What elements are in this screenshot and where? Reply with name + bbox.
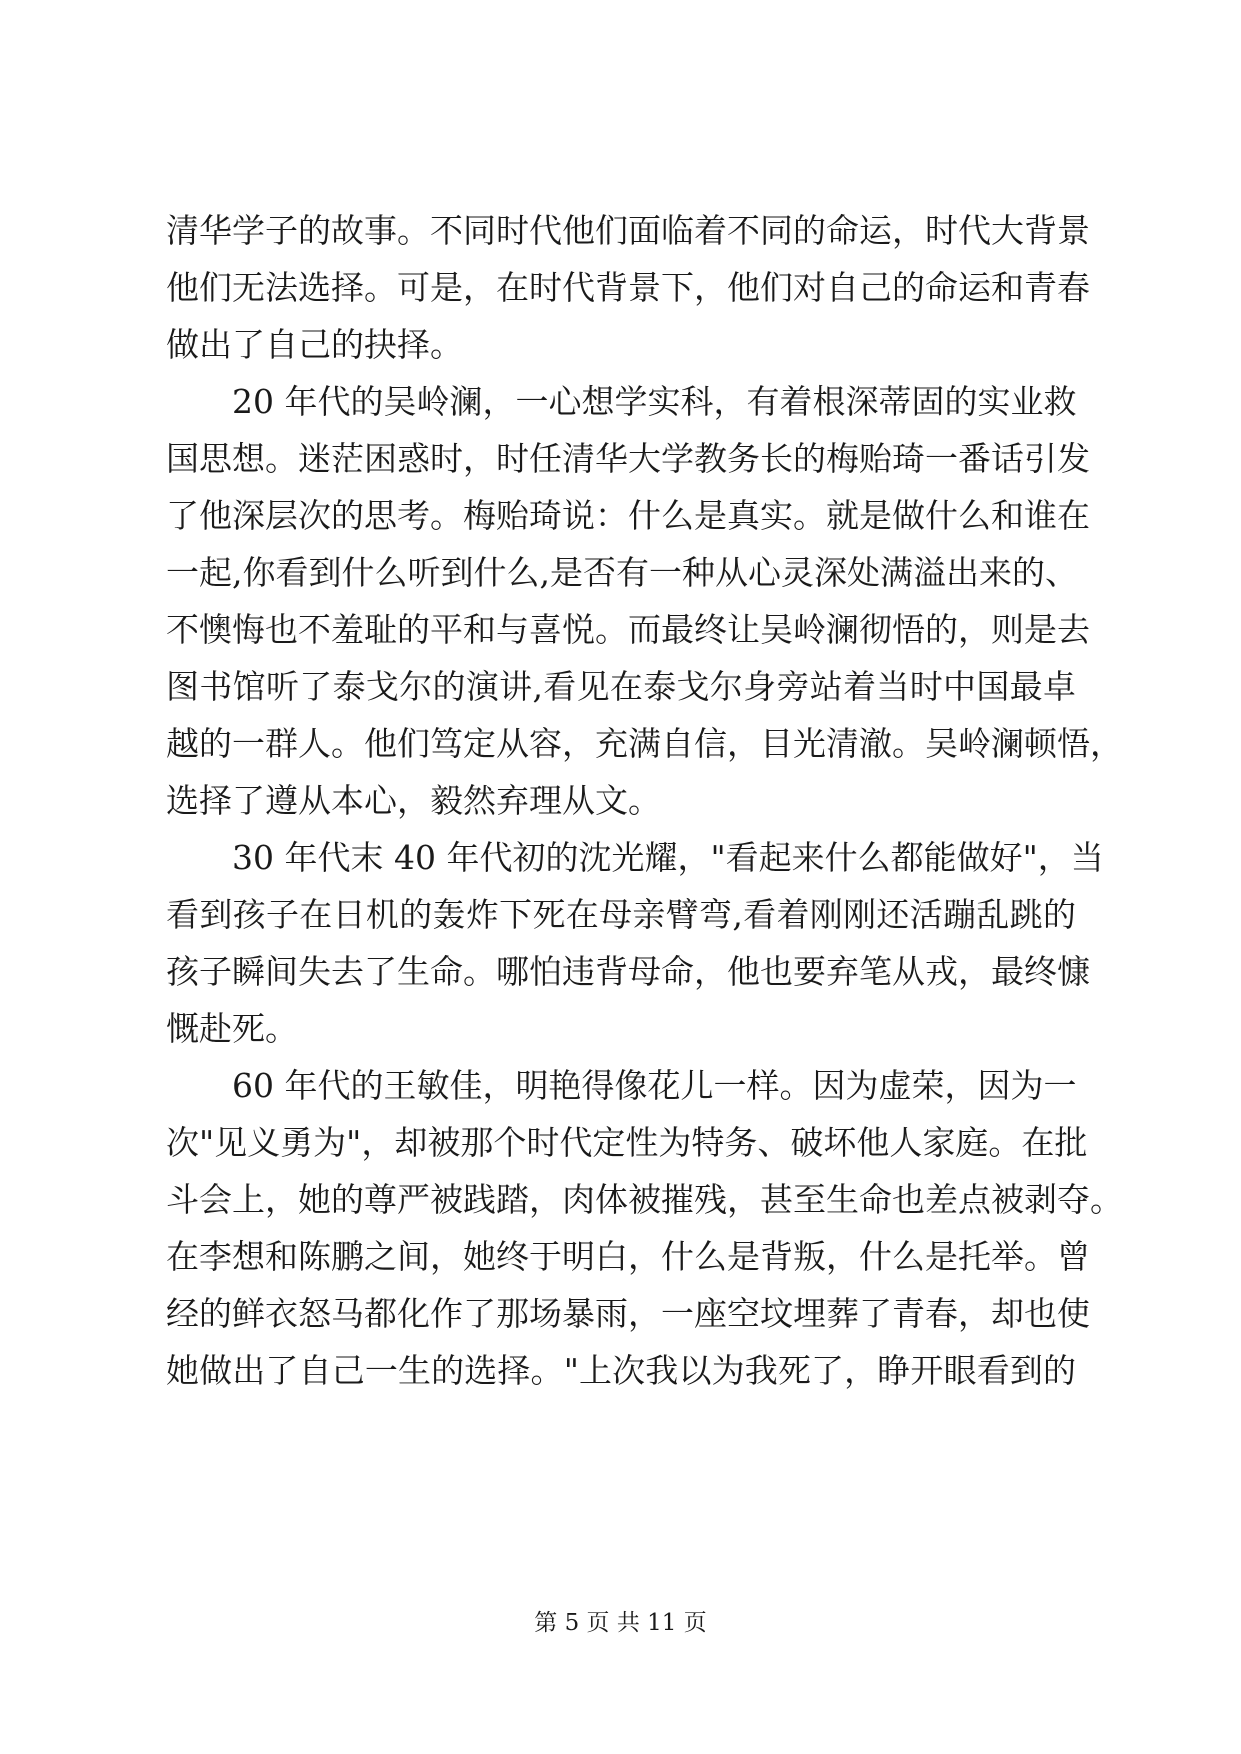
- paragraph-start-line: 60 年代的王敏佳，明艳得像花儿一样。因为虚荣，因为一: [232, 1066, 1077, 1105]
- text-line: 做出了自己的抉择。: [166, 325, 463, 364]
- paragraph-start-line: 20 年代的吴岭澜，一心想学实科，有着根深蒂固的实业救: [232, 382, 1077, 421]
- text-line: 国思想。迷茫困惑时，时任清华大学教务长的梅贻琦一番话引发: [166, 439, 1090, 478]
- text-line: 经的鲜衣怒马都化作了那场暴雨，一座空坟埋葬了青春，却也使: [166, 1294, 1090, 1333]
- text-line: 孩子瞬间失去了生命。哪怕违背母命，他也要弃笔从戎，最终慷: [166, 952, 1090, 991]
- text-line: 清华学子的故事。不同时代他们面临着不同的命运，时代大背景: [166, 211, 1090, 250]
- text-line: 慨赴死。: [166, 1009, 298, 1048]
- text-line: 越的一群人。他们笃定从容，充满自信，目光清澈。吴岭澜顿悟，: [166, 724, 1123, 763]
- text-line: 一起,你看到什么听到什么,是否有一种从心灵深处满溢出来的、: [166, 553, 1078, 592]
- text-line: 他们无法选择。可是，在时代背景下，他们对自己的命运和青春: [166, 268, 1090, 307]
- page-number-footer: 第 5 页 共 11 页: [534, 1610, 707, 1636]
- paragraph-start-line: 30 年代末 40 年代初的沈光耀，"看起来什么都能做好"，当: [232, 838, 1104, 877]
- text-line: 斗会上，她的尊严被践踏，肉体被摧残，甚至生命也差点被剥夺。: [166, 1180, 1123, 1219]
- text-line: 在李想和陈鹏之间，她终于明白，什么是背叛，什么是托举。曾: [166, 1237, 1090, 1276]
- text-line: 了他深层次的思考。梅贻琦说：什么是真实。就是做什么和谁在: [166, 496, 1090, 535]
- text-line: 选择了遵从本心，毅然弃理从文。: [166, 781, 661, 820]
- text-line: 次"见义勇为"，却被那个时代定性为特务、破坏他人家庭。在批: [166, 1123, 1088, 1162]
- text-line: 不懊悔也不羞耻的平和与喜悦。而最终让吴岭澜彻悟的，则是去: [166, 610, 1090, 649]
- text-line: 图书馆听了泰戈尔的演讲,看见在泰戈尔身旁站着当时中国最卓: [166, 667, 1076, 706]
- text-line: 看到孩子在日机的轰炸下死在母亲臂弯,看着刚刚还活蹦乱跳的: [166, 895, 1076, 934]
- text-line: 她做出了自己一生的选择。"上次我以为我死了，睁开眼看到的: [166, 1351, 1076, 1390]
